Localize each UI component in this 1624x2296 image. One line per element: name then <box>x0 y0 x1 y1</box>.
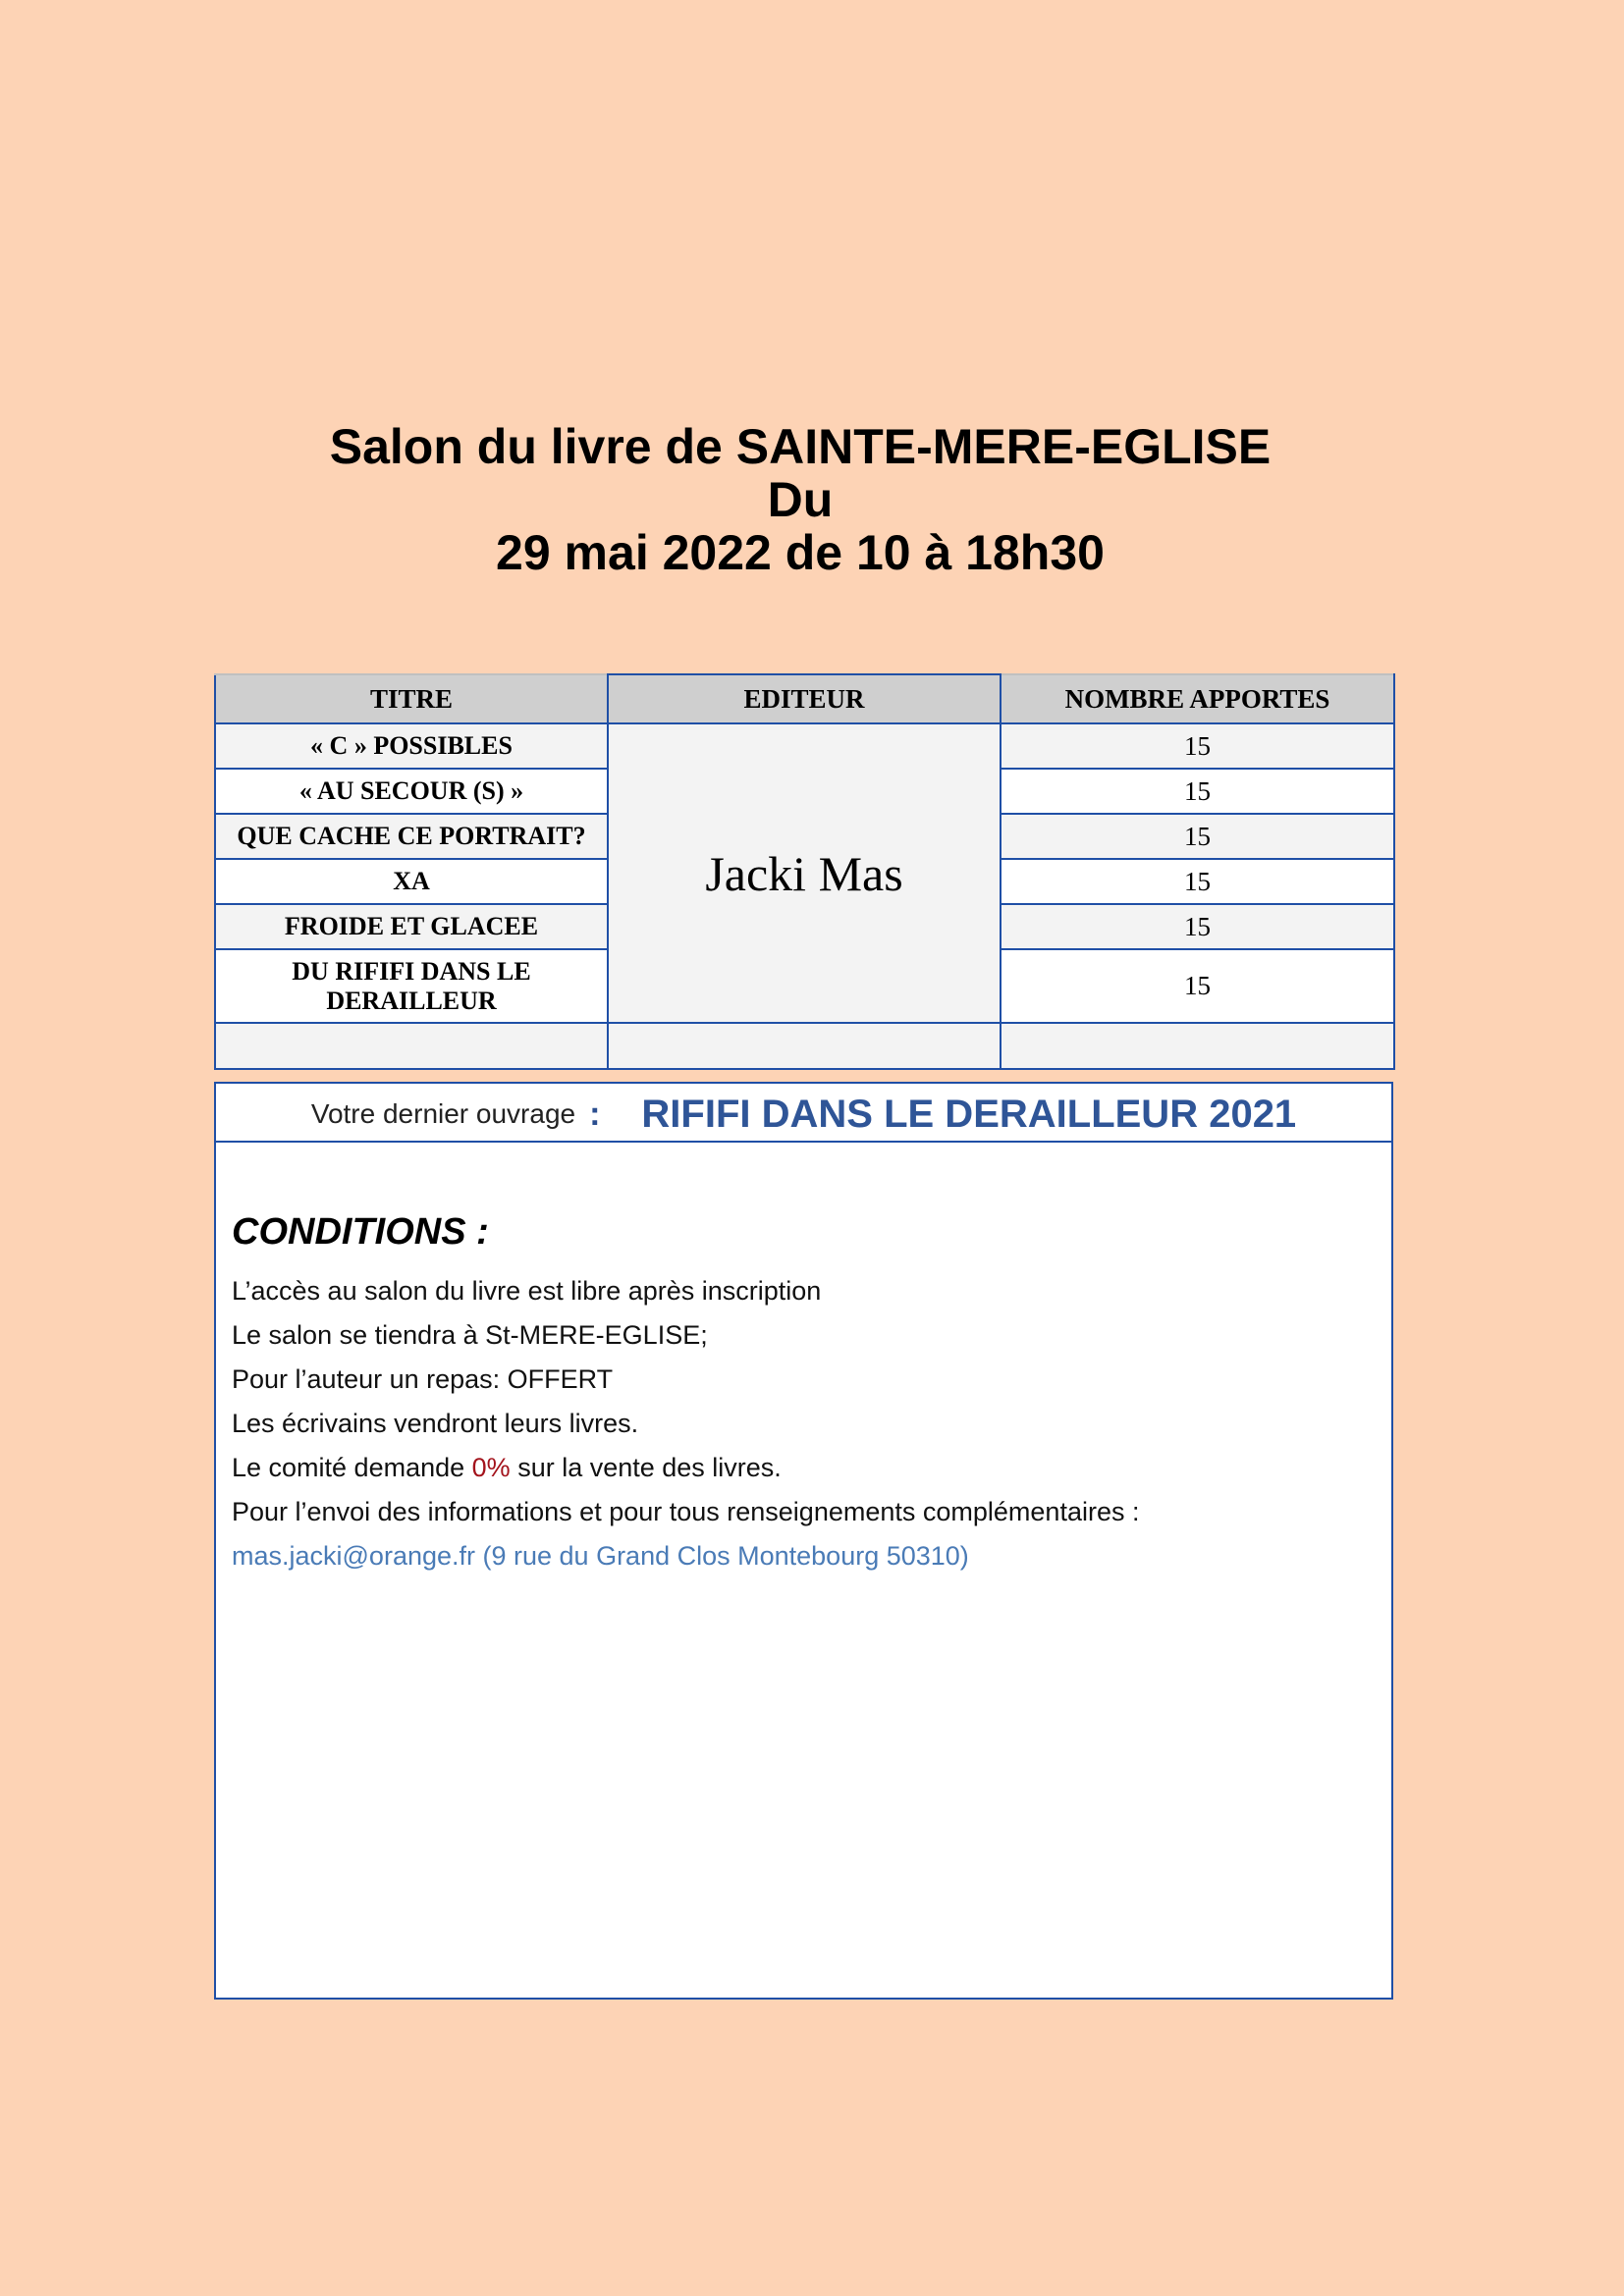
title-line-2: Du <box>767 472 834 527</box>
book-title: « C » POSSIBLES <box>215 723 608 769</box>
last-work-colon: : <box>589 1095 601 1133</box>
commission-before: Le comité demande <box>232 1453 472 1482</box>
title-line-1: Salon du livre de SAINTE-MERE-EGLISE <box>329 419 1272 474</box>
book-count: 15 <box>1001 769 1394 814</box>
book-count: 15 <box>1001 859 1394 904</box>
table-row <box>215 723 1394 769</box>
commission-after: sur la vente des livres. <box>510 1453 782 1482</box>
page-title <box>0 420 1600 579</box>
table-header-row <box>215 674 1394 723</box>
header-titre: TITRE <box>215 674 608 723</box>
book-title <box>215 949 608 1023</box>
condition-line: Les écrivains vendront leurs livres. <box>232 1409 639 1438</box>
empty-cell <box>1001 1023 1394 1069</box>
title-line-3: 29 mai 2022 de 10 à 18h30 <box>496 525 1105 580</box>
condition-info-line: Pour l’envoi des informations et pour tous renseignements complémentaires : <box>232 1497 1140 1526</box>
conditions-section <box>232 1211 1139 1578</box>
condition-line: Le salon se tiendra à St-MERE-EGLISE; <box>232 1320 708 1350</box>
book-count: 15 <box>1001 723 1394 769</box>
book-title: FROIDE ET GLACEE <box>215 904 608 949</box>
condition-line: L’accès au salon du livre est libre après inscription <box>232 1276 822 1306</box>
condition-line: Pour l’auteur un repas: OFFERT <box>232 1364 614 1394</box>
commission-value: 0% <box>471 1453 511 1482</box>
conditions-heading: CONDITIONS : <box>232 1211 489 1253</box>
empty-row <box>215 1023 1394 1069</box>
book-title: QUE CACHE CE PORTRAIT? <box>215 814 608 859</box>
book-title-text: DU RIFIFI DANS LE DERAILLEUR <box>292 956 531 1015</box>
book-count: 15 <box>1001 904 1394 949</box>
last-work-row <box>216 1084 1391 1143</box>
last-work-title: RIFIFI DANS LE DERAILLEUR 2021 <box>641 1092 1297 1136</box>
last-work-label: Votre dernier ouvrage <box>310 1098 576 1129</box>
book-count: 15 <box>1001 949 1394 1023</box>
editor-name: Jacki Mas <box>608 723 1001 1023</box>
book-count: 15 <box>1001 814 1394 859</box>
books-table <box>214 673 1395 1070</box>
header-editeur: EDITEUR <box>608 674 1001 723</box>
empty-cell <box>608 1023 1001 1069</box>
header-nombre: NOMBRE APPORTES <box>1001 674 1394 723</box>
empty-cell <box>215 1023 608 1069</box>
book-title: XA <box>215 859 608 904</box>
info-panel <box>214 1082 1393 2000</box>
condition-commission <box>232 1446 1139 1490</box>
contact-email-link[interactable]: mas.jacki@orange.fr (9 rue du Grand Clos Montebourg 50310) <box>232 1541 969 1571</box>
book-title: « AU SECOUR (S) » <box>215 769 608 814</box>
